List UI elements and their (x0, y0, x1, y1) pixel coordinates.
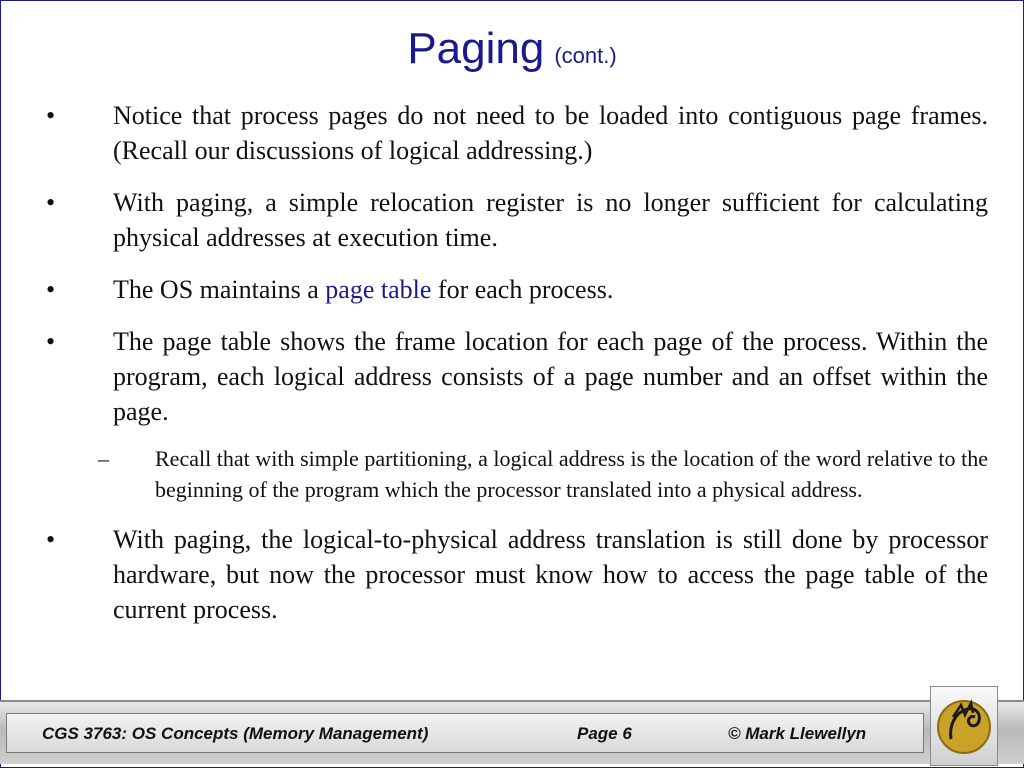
title-sub: (cont.) (554, 43, 617, 68)
bullet-marker: • (46, 101, 56, 130)
pegasus-logo-icon (931, 687, 997, 765)
bullet-marker: • (46, 188, 56, 217)
title-main: Paging (407, 24, 545, 73)
bullet-marker: • (46, 525, 56, 554)
footer-author: © Mark Llewellyn (728, 724, 867, 743)
bullet-item (46, 324, 988, 429)
sub-bullet-text: Recall that with simple partitioning, a logical address is the location of the word relative to the beginning of the program which the processor translated into a physical address. (155, 446, 988, 502)
bullet-item (46, 98, 988, 168)
bullet-text-before: The OS maintains a (113, 275, 326, 304)
bullet-text: With paging, the logical-to-physical address translation is still done by processor hardware, but now the processor must know how to access the page table of the current process. (113, 525, 988, 624)
footer-page: Page 6 (577, 724, 632, 743)
bullet-text-after: for each process. (431, 275, 614, 304)
bullet-text: The page table shows the frame location for each page of the process. Within the program, each logical address consists of a page number and an offset within the page. (113, 327, 988, 426)
logo (930, 686, 998, 766)
page-table-term: page table (325, 275, 432, 304)
bullet-marker: • (46, 327, 56, 356)
bullet-text: With paging, a simple relocation register is no longer sufficient for calculating physical addresses at execution time. (113, 188, 988, 252)
bullet-list (46, 98, 988, 644)
footer-course: CGS 3763: OS Concepts (Memory Management) (42, 724, 429, 743)
sub-bullet-item (46, 444, 988, 505)
bullet-item (46, 185, 988, 255)
bullet-text: Notice that process pages do not need to be loaded into contiguous page frames. (Recall our discussions of logical addressing.) (113, 101, 988, 165)
bullet-item (46, 272, 988, 307)
slide-title (0, 24, 1024, 74)
bullet-marker: • (46, 275, 56, 304)
sub-bullet-marker: – (98, 446, 109, 471)
bullet-item (46, 522, 988, 627)
